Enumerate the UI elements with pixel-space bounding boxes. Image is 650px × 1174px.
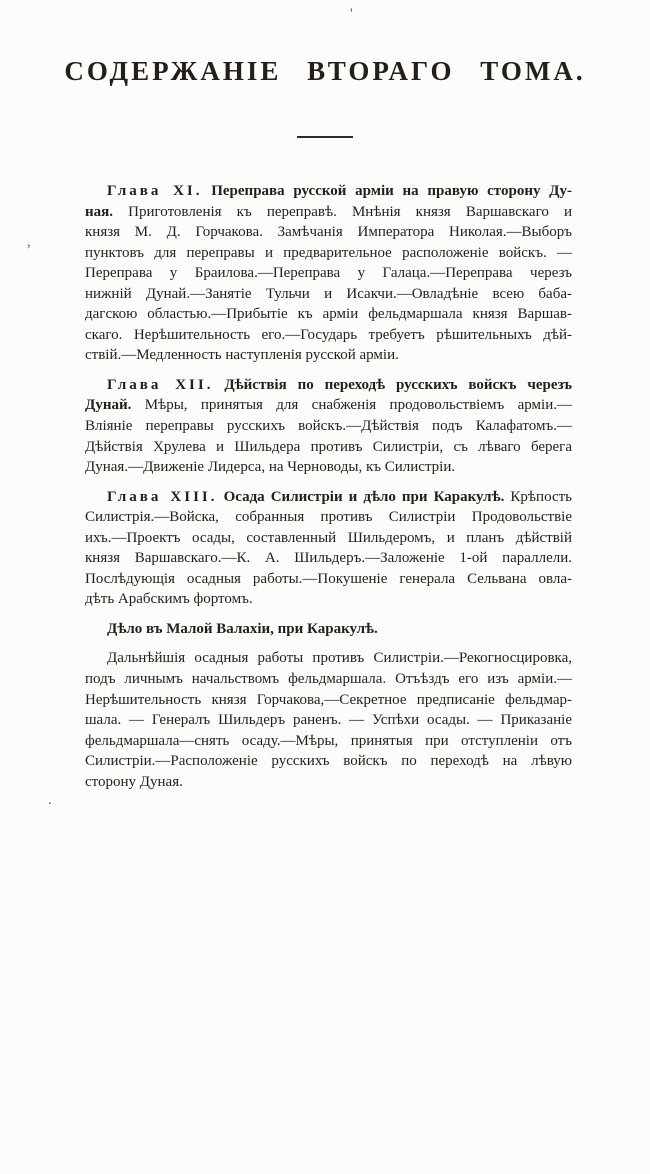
text-line [85, 375, 572, 396]
text-line [85, 181, 572, 202]
chapter-12-summary [85, 375, 572, 478]
text-segment-normal: фельдмаршала—снять осаду.—Мѣры, принятыя при отступленіи отъ [85, 732, 572, 749]
text-line [85, 690, 572, 711]
text-line [85, 710, 572, 731]
text-line [85, 284, 572, 305]
text-segment-normal: Дальнѣйшія осадныя работы противъ Силистріи.—Рекогносцировка, [107, 650, 572, 667]
text-segment-bold: Переправа русской арміи на правую сторону Ду- [202, 183, 572, 199]
text-segment-normal: Вліяніе переправы русскихъ войскъ.—Дѣйствія подъ Калафатомъ.— [85, 418, 572, 435]
text-segment-normal: дѣть Арабскимъ фортомъ. [85, 591, 253, 608]
text-segment-normal: дагскою областью.—Прибытіе къ арміи фельдмаршала князя Варшав- [85, 306, 572, 323]
text-segment-normal: скаго. Нерѣшительность его.—Государь требуетъ рѣшительныхъ дѣй- [85, 326, 572, 343]
text-line [85, 457, 572, 478]
text-segment-normal: князя М. Д. Горчакова. Замѣчанія Императора Николая.—Выборъ [85, 224, 572, 241]
text-segment-bold: ная. [85, 203, 114, 220]
scan-artifact: , [27, 234, 31, 250]
text-line [85, 669, 572, 690]
text-segment-normal: шала. — Генералъ Шильдеръ раненъ. — Успѣхи осады. — Приказаніе [85, 712, 572, 729]
scan-artifact: . [48, 792, 52, 808]
page-title: СОДЕРЖАНІЕ ВТОРАГО ТОМА. [64, 56, 586, 86]
text-line [85, 487, 572, 508]
chapter-13-summary [85, 487, 572, 610]
text-line [85, 648, 572, 669]
text-segment-normal: Приготовленія къ переправѣ. Мнѣнія князя Варшавскаго и [113, 203, 572, 220]
text-line [85, 222, 572, 243]
text-line [85, 528, 572, 549]
text-segment-normal: Мѣры, принятыя для снабженія продовольствіемъ арміи.— [131, 397, 572, 414]
text-segment-label: Глава XI. [107, 183, 203, 199]
text-segment-normal: Послѣдующія осадныя работы.—Покушеніе генерала Сельвана овла- [85, 570, 572, 587]
text-segment-normal: Нерѣшительность князя Горчакова,—Секретное предписаніе фельдмар- [85, 691, 572, 708]
text-segment-normal: ихъ.—Проектъ осады, составленный Шильдеромъ, и планъ дѣйствій [85, 529, 572, 546]
text-line [85, 263, 572, 284]
title-divider [297, 136, 353, 138]
text-line [85, 202, 572, 223]
text-segment-normal: Силистрія.—Войска, собранныя противъ Силистріи Продовольствіе [85, 509, 572, 526]
text-segment-label: Глава XII. [107, 376, 214, 393]
karakul-summary [85, 648, 572, 792]
text-line [85, 325, 572, 346]
text-line [85, 569, 572, 590]
text-segment-normal: Переправа у Браилова.—Переправа у Галаца.—Переправа черезъ [85, 265, 572, 282]
text-line [85, 589, 572, 610]
text-segment-bold: Дѣйствія по переходѣ русскихъ войскъ черезъ [213, 376, 572, 393]
text-line [85, 548, 572, 569]
text-line [85, 416, 572, 437]
text-line [85, 772, 572, 793]
text-segment-normal: ствій.—Медленность наступленія русской арміи. [85, 347, 399, 364]
text-segment-normal: подъ личнымъ начальствомъ фельдмаршала. Отъѣздъ его изъ арміи.— [85, 671, 572, 688]
karakul-heading [85, 619, 572, 640]
chapter-11-summary [85, 181, 572, 366]
text-line [85, 243, 572, 264]
text-line [85, 619, 572, 640]
text-segment-bold: Дунай. [85, 397, 132, 414]
text-line [85, 751, 572, 772]
text-line [85, 507, 572, 528]
text-segment-normal: Дѣйствія Хрулева и Шильдера противъ Силистріи, съ лѣваго берега [85, 438, 572, 455]
text-segment-bold: Дѣло въ Малой Валахіи, при Каракулѣ. [107, 620, 378, 637]
text-line [85, 304, 572, 325]
scan-artifact: ' [350, 6, 353, 22]
text-segment-normal: Крѣпость [504, 488, 572, 505]
text-segment-normal: князя Варшавскаго.—К. А. Шильдеръ.—Заложеніе 1-ой параллели. [85, 550, 572, 567]
text-segment-label: Глава XIII. [107, 488, 218, 505]
text-line [85, 395, 572, 416]
text-line [85, 345, 572, 366]
text-line [85, 437, 572, 458]
text-segment-bold: Осада Силистріи и дѣло при Каракулѣ. [217, 488, 505, 505]
text-segment-normal: пунктовъ для переправы и предварительное расположеніе войскъ. — [85, 244, 572, 261]
text-segment-normal: нижній Дунай.—Занятіе Тульчи и Исакчи.—Овладѣніе всею баба- [85, 285, 572, 302]
text-segment-normal: Силистріи.—Расположеніе русскихъ войскъ по переходѣ на лѣвую [85, 753, 572, 770]
text-segment-normal: сторону Дуная. [85, 773, 183, 790]
text-line [85, 731, 572, 752]
text-segment-normal: Дуная.—Движеніе Лидерса, на Черноводы, къ Силистріи. [85, 459, 456, 476]
table-of-contents [85, 181, 572, 801]
